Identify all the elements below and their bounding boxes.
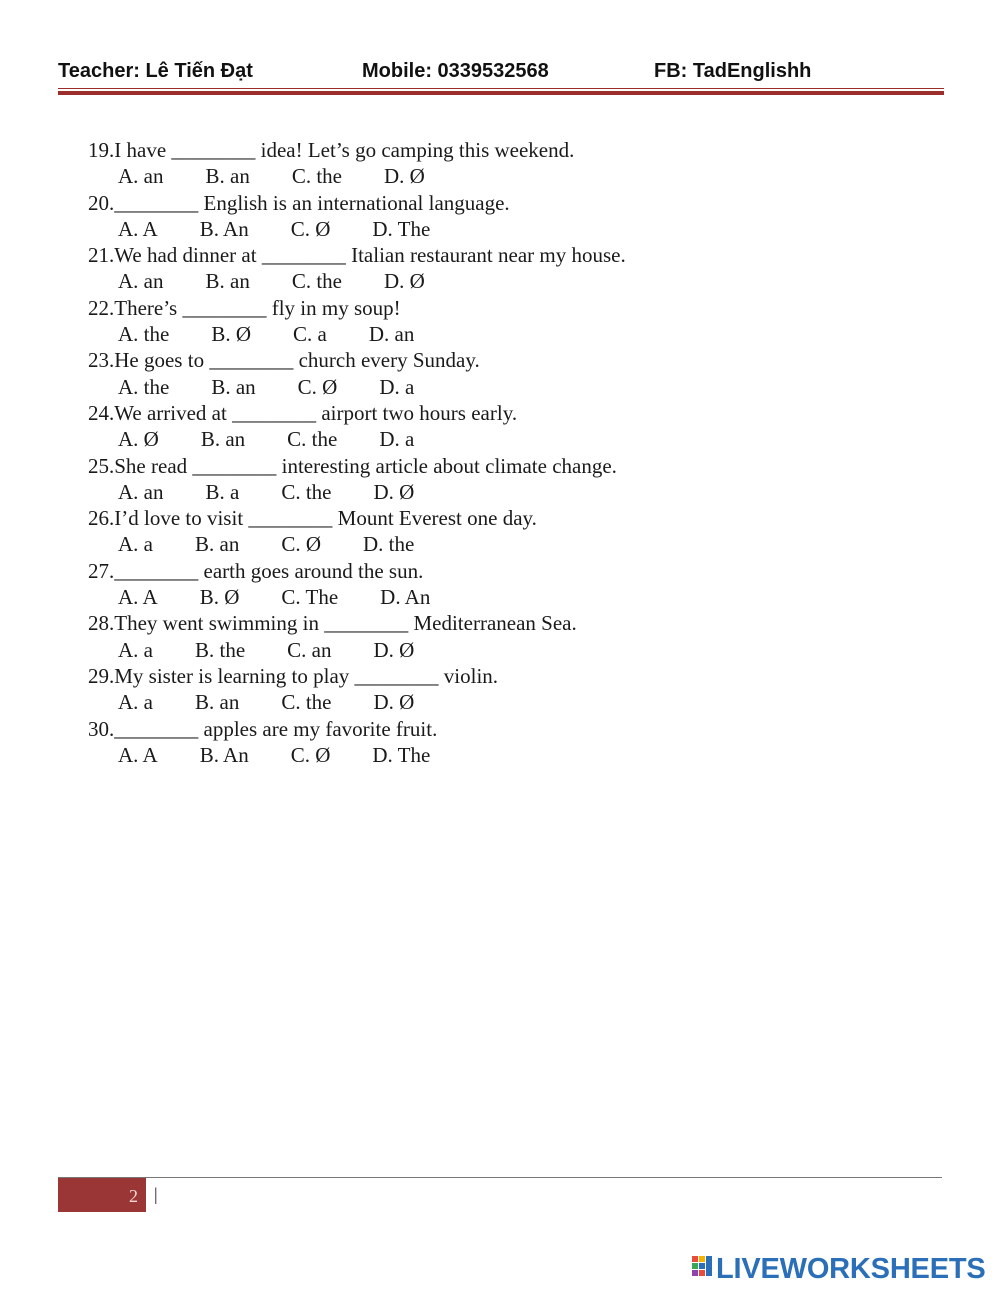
question-text: We arrived at ________ airport two hours early. <box>114 400 518 425</box>
question-number: 23. <box>88 348 115 373</box>
question-25 <box>88 453 888 479</box>
question-20 <box>88 190 888 216</box>
question-text: We had dinner at ________ Italian restaurant near my house. <box>114 243 626 268</box>
question-number: 25. <box>88 453 115 478</box>
question-21 <box>88 242 888 268</box>
answer-option[interactable]: D. an <box>368 322 415 347</box>
header-divider-thin <box>58 88 944 89</box>
answer-option[interactable]: C. Ø <box>281 532 322 557</box>
page-header <box>58 58 944 88</box>
answer-options <box>88 689 888 715</box>
brand-name: LIVEWORKSHEETS <box>716 1253 986 1285</box>
question-text: He goes to ________ church every Sunday. <box>114 348 480 373</box>
answer-option[interactable]: D. Ø <box>373 690 415 715</box>
question-number: 26. <box>88 506 115 531</box>
answer-option[interactable]: C. Ø <box>290 216 331 241</box>
question-29 <box>88 663 888 689</box>
question-number: 24. <box>88 400 115 425</box>
answer-options <box>88 374 888 400</box>
answer-option[interactable]: A. an <box>118 479 164 504</box>
answer-options <box>88 531 888 557</box>
question-number: 27. <box>88 558 115 583</box>
answer-option[interactable]: D. Ø <box>373 637 415 662</box>
question-number: 30. <box>88 716 115 741</box>
question-number: 21. <box>88 243 115 268</box>
question-list <box>88 137 888 768</box>
header-mobile: Mobile: 0339532568 <box>362 60 549 82</box>
question-text: ________ apples are my favorite fruit. <box>114 716 438 741</box>
answer-option[interactable]: A. Ø <box>118 427 159 452</box>
answer-option[interactable]: A. an <box>118 269 164 294</box>
answer-option[interactable]: A. a <box>118 637 153 662</box>
answer-option[interactable]: D. The <box>372 742 431 767</box>
answer-option[interactable]: A. an <box>118 164 164 189</box>
question-26 <box>88 505 888 531</box>
footer-divider <box>58 1177 942 1178</box>
answer-option[interactable]: A. the <box>118 322 170 347</box>
answer-option[interactable]: A. A <box>118 216 158 241</box>
question-number: 22. <box>88 295 115 320</box>
answer-option[interactable]: D. a <box>379 427 415 452</box>
question-number: 19. <box>88 138 115 162</box>
answer-option[interactable]: B. an <box>205 164 250 189</box>
answer-option[interactable]: B. the <box>195 637 246 662</box>
page-number: 2 <box>129 1186 138 1206</box>
question-24 <box>88 400 888 426</box>
answer-option[interactable]: C. the <box>291 164 342 189</box>
question-text: I have ________ idea! Let’s go camping this weekend. <box>114 138 575 162</box>
answer-option[interactable]: C. Ø <box>297 374 338 399</box>
answer-option[interactable]: D. a <box>379 374 415 399</box>
answer-options <box>88 584 888 610</box>
answer-option[interactable]: C. an <box>287 637 332 662</box>
answer-option[interactable]: B. An <box>199 742 249 767</box>
question-text: They went swimming in ________ Mediterranean Sea. <box>114 611 577 636</box>
answer-option[interactable]: B. an <box>195 690 240 715</box>
question-30 <box>88 716 888 742</box>
answer-options <box>88 426 888 452</box>
answer-option[interactable]: D. An <box>380 585 431 610</box>
question-number: 20. <box>88 190 115 215</box>
answer-option[interactable]: B. an <box>205 269 250 294</box>
question-text: She read ________ interesting article about climate change. <box>114 453 617 478</box>
page-separator: | <box>154 1184 158 1204</box>
question-22 <box>88 295 888 321</box>
page-number-box <box>58 1178 146 1212</box>
answer-option[interactable]: B. Ø <box>199 585 240 610</box>
question-text: I’d love to visit ________ Mount Everest one day. <box>114 506 537 531</box>
answer-option[interactable]: B. an <box>200 427 246 452</box>
answer-options <box>88 479 888 505</box>
answer-options <box>88 163 888 189</box>
answer-option[interactable]: B. a <box>205 479 240 504</box>
question-text: My sister is learning to play ________ violin. <box>114 663 499 688</box>
answer-option[interactable]: A. A <box>118 585 158 610</box>
header-teacher: Teacher: Lê Tiến Đạt <box>58 60 253 82</box>
question-23 <box>88 347 888 373</box>
answer-options <box>88 268 888 294</box>
question-text: There’s ________ fly in my soup! <box>114 295 401 320</box>
answer-options <box>88 742 888 768</box>
answer-options <box>88 637 888 663</box>
question-19 <box>88 137 888 163</box>
question-28 <box>88 610 888 636</box>
header-facebook: FB: TadEnglishh <box>654 60 812 82</box>
answer-option[interactable]: C. Ø <box>290 742 331 767</box>
liveworksheets-logo-icon <box>692 1256 714 1282</box>
answer-option[interactable]: B. an <box>195 532 240 557</box>
answer-option[interactable]: C. the <box>281 479 332 504</box>
answer-option[interactable]: C. the <box>291 269 342 294</box>
answer-option[interactable]: A. a <box>118 690 153 715</box>
question-27 <box>88 558 888 584</box>
answer-option[interactable]: D. Ø <box>373 479 415 504</box>
answer-option[interactable]: A. the <box>118 374 170 399</box>
header-divider-thick <box>58 91 944 95</box>
answer-option[interactable]: D. The <box>372 216 431 241</box>
answer-options <box>88 216 888 242</box>
answer-option[interactable]: D. Ø <box>384 269 425 294</box>
answer-option[interactable]: B. An <box>199 216 249 241</box>
answer-option[interactable]: C. a <box>293 322 327 347</box>
answer-option[interactable]: A. a <box>118 532 153 557</box>
question-number: 29. <box>88 663 115 688</box>
answer-option[interactable]: D. the <box>363 532 415 557</box>
answer-options <box>88 321 888 347</box>
question-text: ________ English is an international language. <box>114 190 510 215</box>
answer-option[interactable]: D. Ø <box>384 164 425 189</box>
answer-option[interactable]: B. an <box>211 374 256 399</box>
answer-option[interactable]: A. A <box>118 742 158 767</box>
question-text: ________ earth goes around the sun. <box>114 558 424 583</box>
answer-option[interactable]: B. Ø <box>211 322 252 347</box>
answer-option[interactable]: C. the <box>281 690 332 715</box>
answer-option[interactable]: C. the <box>287 427 338 452</box>
answer-option[interactable]: C. The <box>281 585 339 610</box>
question-number: 28. <box>88 611 115 636</box>
